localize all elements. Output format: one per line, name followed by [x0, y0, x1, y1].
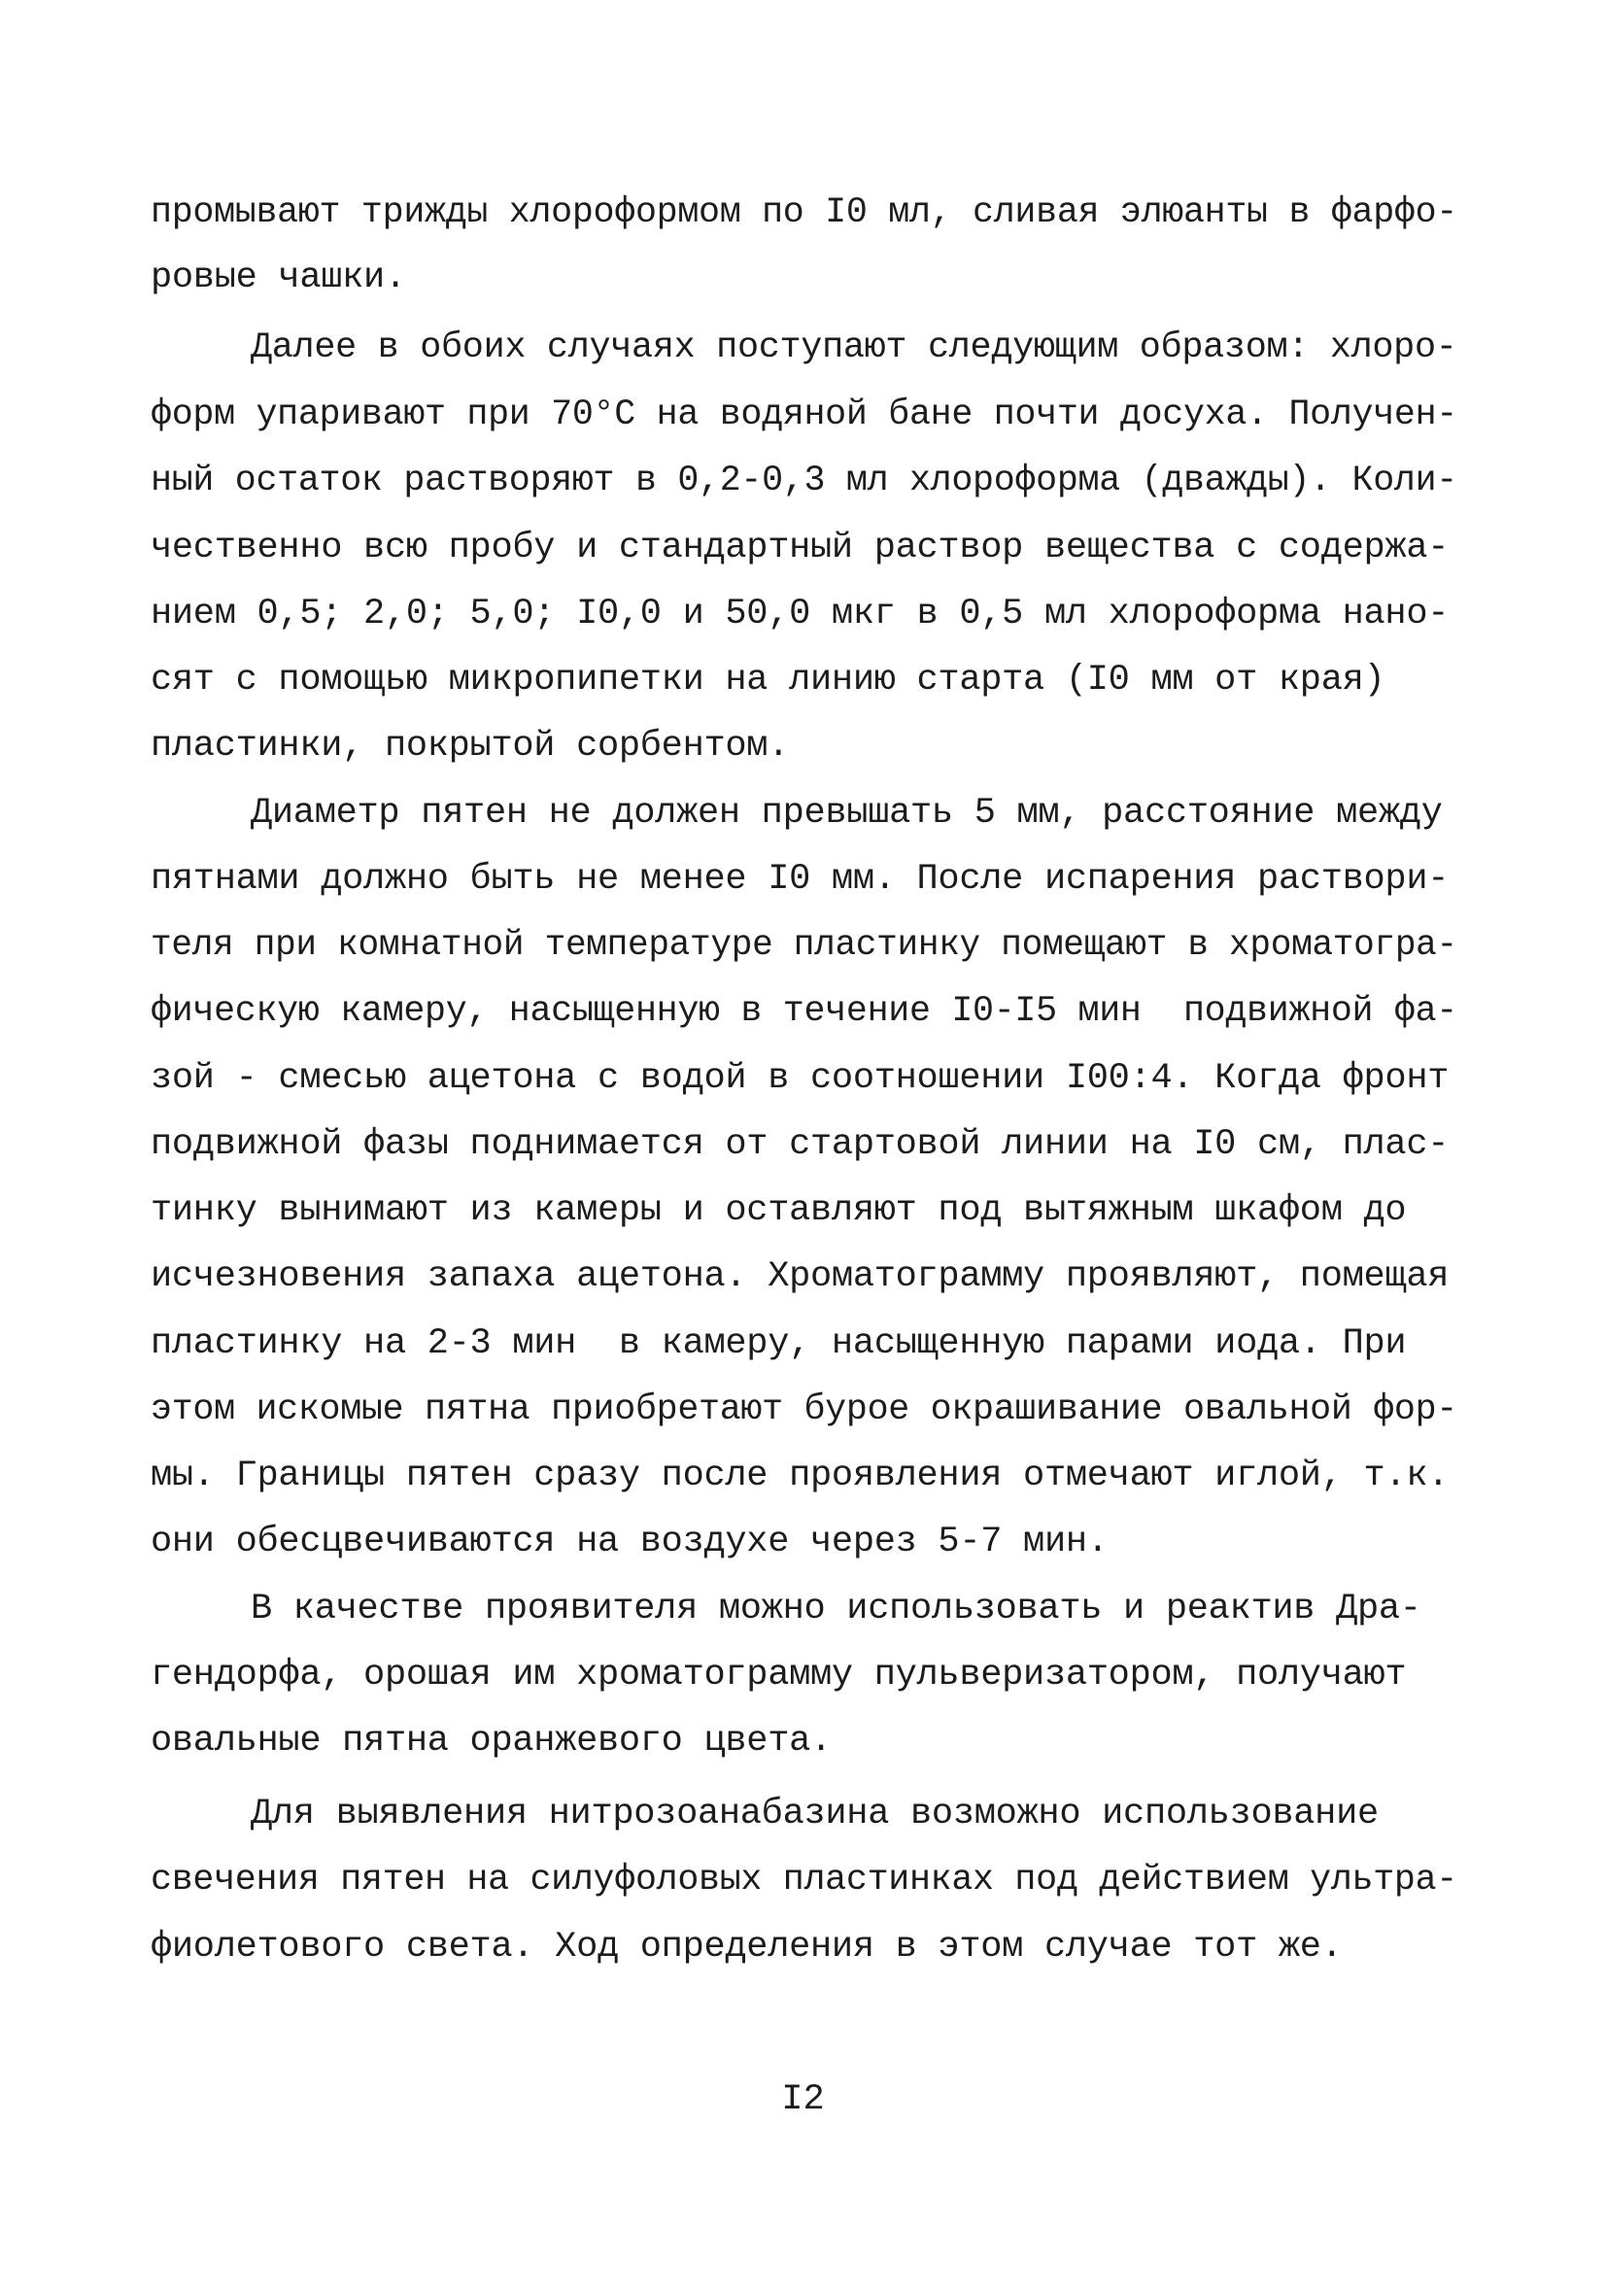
text-line: тинку вынимают из камеры и оставляют под вытяжным шкафом до: [151, 1190, 1407, 1231]
text-line: Далее в обоих случаях поступают следующим образом: хлоро-: [251, 327, 1457, 368]
text-line: пластинку на 2-3 мин в камеру, насыщенную парами иода. При: [151, 1323, 1407, 1364]
page-number: I2: [781, 2079, 825, 2120]
text-line: чественно всю пробу и стандартный раствор вещества с содержа-: [151, 528, 1450, 568]
text-line: пластинки, покрытой сорбентом.: [151, 726, 790, 767]
text-line: они обесцвечиваются на воздухе через 5-7 мин.: [151, 1522, 1109, 1562]
text-line: промывают трижды хлороформом по I0 мл, сливая элюанты в фарфо-: [151, 192, 1457, 233]
text-line: форм упаривают при 70°C на водяной бане почти досуха. Получен-: [151, 394, 1457, 435]
text-line: гендорфа, орошая им хроматограмму пульверизатором, получают: [151, 1655, 1407, 1696]
text-line: фиолетового света. Ход определения в этом случае тот же.: [151, 1927, 1343, 1968]
text-line: сят с помощью микропипетки на линию старта (I0 мм от края): [151, 660, 1385, 701]
text-line: В качестве проявителя можно использовать и реактив Дра-: [251, 1589, 1421, 1629]
text-line: нием 0,5; 2,0; 5,0; I0,0 и 50,0 мкг в 0,5 мл хлороформа нано-: [151, 594, 1450, 634]
text-line: ный остаток растворяют в 0,2-0,3 мл хлороформа (дважды). Коли-: [151, 461, 1457, 501]
text-line: этом искомые пятна приобретают бурое окрашивание овальной фор-: [151, 1389, 1457, 1430]
text-line: теля при комнатной температуре пластинку помещают в хроматогра-: [151, 925, 1457, 966]
text-line: овальные пятна оранжевого цвета.: [151, 1721, 832, 1762]
text-line: зой - смесью ацетона с водой в соотношении I00:4. Когда фронт: [151, 1058, 1450, 1099]
text-line: фическую камеру, насыщенную в течение I0-I5 мин подвижной фа-: [151, 991, 1457, 1032]
text-line: пятнами должно быть не менее I0 мм. После испарения раствори-: [151, 859, 1450, 900]
text-line: ровые чашки.: [151, 257, 406, 298]
text-line: свечения пятен на силуфоловых пластинках под действием ультра-: [151, 1860, 1457, 1901]
text-line: Диаметр пятен не должен превышать 5 мм, расстояние между: [251, 793, 1443, 834]
text-line: Для выявления нитрозоанабазина возможно использование: [251, 1794, 1379, 1834]
text-line: подвижной фазы поднимается от стартовой линии на I0 см, плас-: [151, 1124, 1450, 1165]
text-line: мы. Границы пятен сразу после проявления отмечают иглой, т.к.: [151, 1456, 1450, 1496]
text-line: исчезновения запаха ацетона. Хроматограмму проявляют, помещая: [151, 1256, 1450, 1297]
